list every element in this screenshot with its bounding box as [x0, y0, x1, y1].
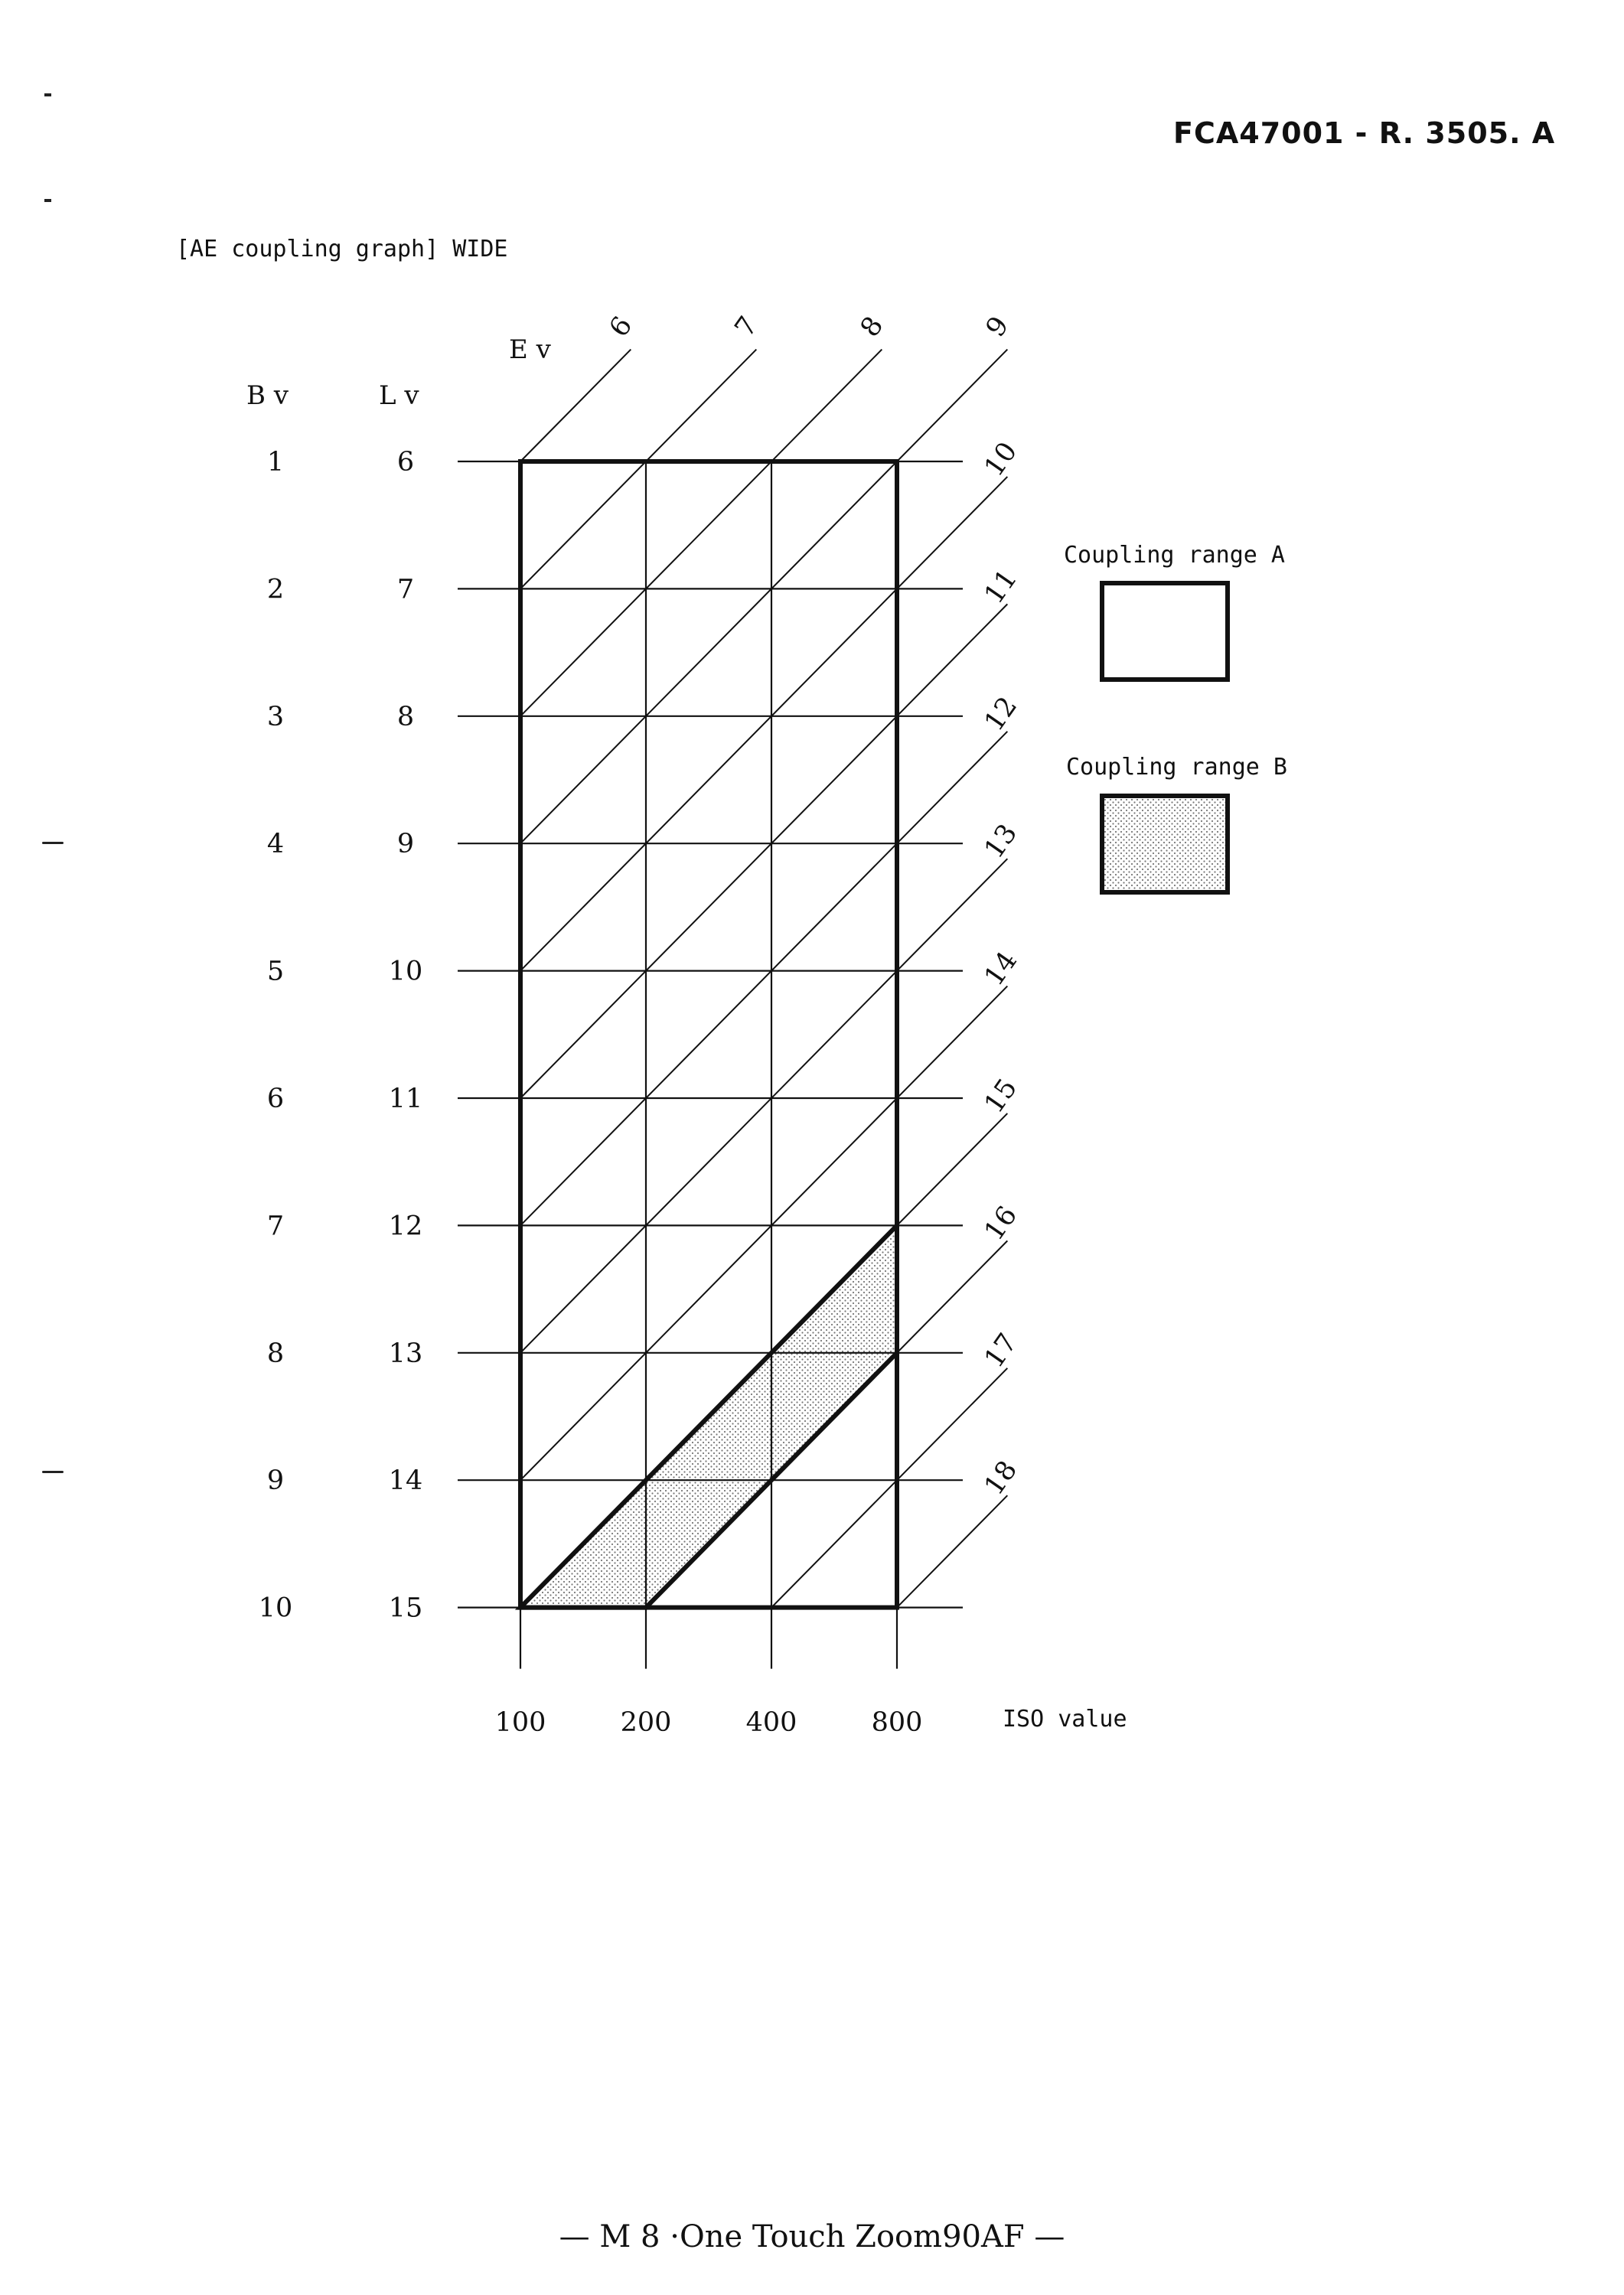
bv-tick-label: 1	[266, 447, 285, 478]
iso-tick-label: 100	[494, 1707, 546, 1738]
lv-tick-label: 10	[388, 956, 423, 987]
bv-tick-label: 10	[258, 1592, 293, 1624]
legend-label-range-a: Coupling range A	[1064, 542, 1285, 569]
iso-tick-label: 200	[620, 1707, 672, 1738]
ev-tick-label-10: 10	[978, 436, 1024, 483]
lv-tick-label: 14	[388, 1465, 423, 1497]
ev-tick-label-15: 15	[978, 1073, 1024, 1120]
ev-line-11	[520, 604, 1007, 1098]
page-footer	[0, 2219, 1624, 2254]
ev-line-18	[897, 1495, 1007, 1607]
ev-tick-label-16: 16	[978, 1201, 1024, 1247]
lv-tick-label: 8	[396, 701, 415, 732]
bv-tick-label: 2	[266, 574, 285, 605]
bv-tick-label: 3	[266, 701, 285, 732]
lv-axis-label: L v	[379, 380, 419, 411]
bv-tick-label: 6	[266, 1084, 285, 1114]
legend-swatch-range-b	[1102, 796, 1228, 892]
footer-text: — M 8 ·One Touch Zoom90AF —	[559, 2219, 1065, 2254]
lv-tick-label: 12	[388, 1211, 423, 1242]
ev-axis-label: E v	[509, 334, 551, 365]
ev-tick-label-14: 14	[978, 946, 1024, 992]
lv-tick-label: 13	[388, 1338, 423, 1369]
bv-tick-label: 5	[266, 956, 285, 987]
bv-tick-label: 7	[266, 1211, 285, 1242]
iso-axis-label: ISO value	[1003, 1706, 1127, 1733]
ev-tick-label-12: 12	[978, 691, 1024, 737]
ev-line-10	[520, 477, 1007, 971]
ev-tick-label-17: 17	[978, 1328, 1024, 1374]
ev-line-7	[520, 350, 756, 589]
ev-line-9	[520, 350, 1007, 844]
lv-tick-label: 9	[396, 829, 415, 860]
ev-line-13	[520, 859, 1007, 1353]
ev-line-6	[520, 350, 631, 461]
lv-tick-label: 11	[388, 1084, 423, 1114]
ev-tick-label-11: 11	[978, 564, 1024, 610]
legend-label-range-b: Coupling range B	[1066, 754, 1287, 781]
ev-tick-label-6: 6	[603, 311, 639, 343]
ev-tick-label-7: 7	[729, 311, 765, 343]
bv-tick-label: 9	[266, 1465, 285, 1497]
ev-tick-label-13: 13	[978, 818, 1024, 865]
bv-axis-label: B v	[246, 380, 289, 411]
document-id: FCA47001 - R. 3505. A	[1173, 116, 1556, 150]
coupling-range-b-outline	[520, 1225, 897, 1607]
ev-line-12	[520, 732, 1007, 1226]
ev-tick-label-8: 8	[854, 311, 890, 343]
legend-swatch-range-a	[1102, 583, 1228, 680]
lv-tick-label: 15	[388, 1592, 423, 1624]
iso-tick-label: 400	[745, 1707, 797, 1738]
iso-tick-label: 800	[871, 1707, 923, 1738]
chart-caption: [AE coupling graph] WIDE	[176, 236, 508, 262]
bv-tick-label: 8	[266, 1338, 285, 1369]
lv-tick-label: 6	[396, 447, 415, 478]
ev-tick-label-9: 9	[980, 311, 1016, 343]
ev-tick-label-18: 18	[978, 1455, 1024, 1501]
bv-tick-label: 4	[266, 829, 285, 860]
lv-tick-label: 7	[396, 574, 415, 605]
